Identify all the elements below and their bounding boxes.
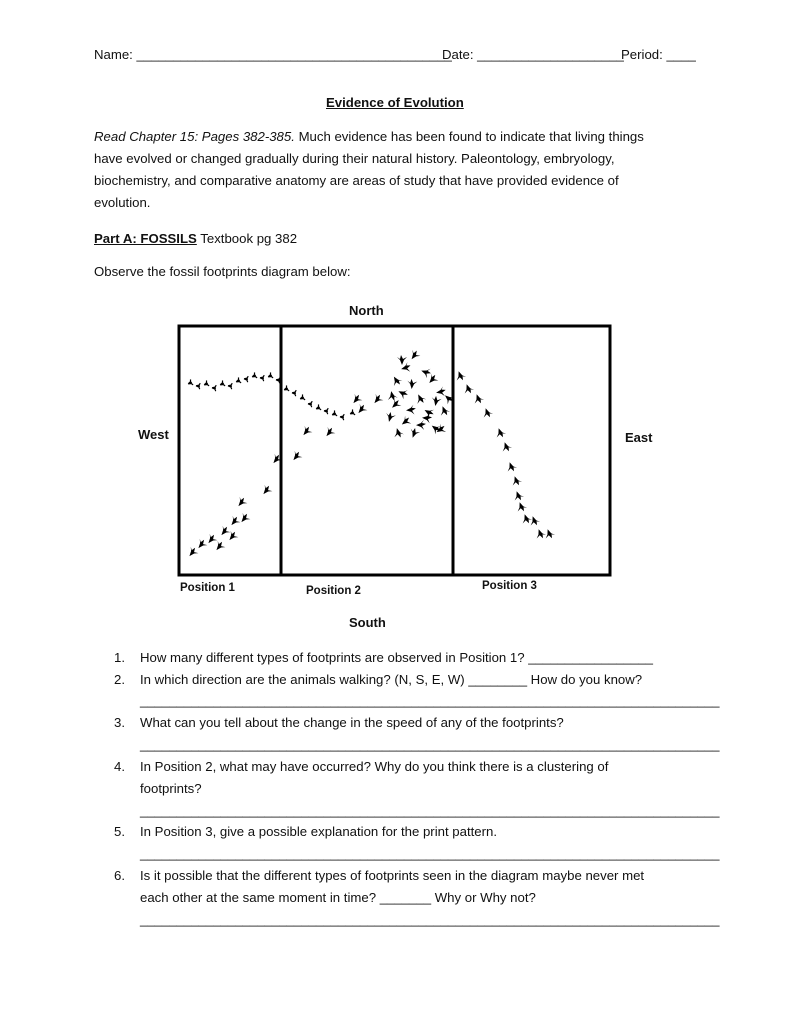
footprint-large	[416, 420, 426, 430]
label-position-2: Position 2	[306, 585, 361, 597]
footprint-large	[462, 383, 475, 396]
answer-line[interactable]: _______________________________________________________________________________	[140, 693, 720, 708]
footprint-large	[205, 532, 219, 546]
question-number: 3.	[114, 715, 125, 730]
footprint-small	[292, 390, 297, 396]
footprint-large	[515, 501, 528, 514]
footprint-large	[434, 423, 448, 437]
footprint-small	[324, 408, 329, 414]
footprint-small	[203, 380, 209, 387]
footprint-large	[238, 511, 252, 525]
question-number: 4.	[114, 759, 125, 774]
answer-line[interactable]: _______________________________________________________________________________	[140, 846, 720, 861]
footprint-large	[510, 475, 523, 488]
page-title: Evidence of Evolution	[326, 95, 464, 110]
footprint-large	[505, 461, 518, 474]
footprint-small	[276, 377, 281, 383]
intro-line-2: have evolved or changed gradually during their natural history. Paleontology, embryology,	[94, 151, 615, 166]
question-text-cont: each other at the same moment in time? _______ Why or Why not?	[140, 890, 536, 905]
footprint-large	[481, 407, 494, 420]
footprint-large	[408, 427, 421, 440]
footprint-large	[534, 528, 547, 541]
footprint-large	[422, 406, 436, 420]
footprint-large	[392, 427, 404, 439]
footprint-large	[389, 397, 403, 411]
intro-line-3: biochemistry, and comparative anatomy are areas of study that have provided evidence of	[94, 173, 619, 188]
footprint-large	[414, 392, 427, 405]
footprint-small	[219, 380, 225, 387]
footprints-layer	[186, 348, 556, 559]
label-position-3: Position 3	[482, 580, 537, 592]
question-number: 1.	[114, 650, 125, 665]
question-text: In Position 2, what may have occurred? Why do you think there is a clustering of	[140, 759, 609, 774]
part-a-heading: Part A: FOSSILS	[94, 231, 197, 246]
intro-text-1: Much evidence has been found to indicate that living things	[298, 129, 644, 144]
label-east: East	[625, 430, 653, 445]
footprint-large	[430, 395, 442, 407]
answer-line[interactable]: _______________________________________________________________________________	[140, 803, 720, 818]
question-number: 6.	[114, 868, 125, 883]
footprint-large	[543, 528, 556, 541]
footprint-small	[299, 394, 305, 401]
footprint-small	[267, 372, 273, 379]
footprint-large	[371, 392, 385, 406]
footprint-large	[397, 355, 407, 365]
reading-assignment: Read Chapter 15: Pages 382-385.	[94, 129, 295, 144]
footprint-large	[290, 449, 304, 463]
name-field-label: Name: ___________________________________________	[94, 47, 452, 62]
answer-line[interactable]: _______________________________________________________________________________	[140, 737, 720, 752]
footprint-large	[350, 392, 364, 406]
footprint-large	[407, 379, 418, 390]
label-position-1: Position 1	[180, 582, 235, 594]
footprint-large	[528, 515, 541, 528]
period-field-label: Period: ____	[621, 47, 696, 62]
footprint-large	[218, 524, 232, 538]
footprint-large	[195, 537, 209, 551]
diagram-instruction: Observe the fossil footprints diagram below:	[94, 264, 351, 279]
answer-line[interactable]: _______________________________________________________________________________	[140, 912, 720, 927]
footprint-large	[228, 514, 242, 528]
footprint-large	[429, 422, 443, 436]
label-north: North	[349, 303, 384, 318]
footprint-large	[400, 362, 412, 374]
intro-line-4: evolution.	[94, 195, 151, 210]
footprint-large	[399, 414, 413, 428]
date-field-label: Date: ____________________	[442, 47, 624, 62]
question-text: In Position 3, give a possible explanation for the print pattern.	[140, 824, 498, 839]
footprint-small	[196, 383, 201, 389]
footprint-large	[396, 387, 409, 400]
part-a-heading-line	[94, 231, 297, 246]
footprint-small	[260, 375, 265, 381]
question-text: What can you tell about the change in the speed of any of the footprints?	[140, 715, 564, 730]
footprint-small	[349, 409, 355, 416]
footprint-large	[323, 425, 337, 439]
label-south: South	[349, 615, 386, 630]
footprint-small	[212, 385, 217, 391]
footprint-large	[355, 402, 369, 416]
question-text: How many different types of footprints are observed in Position 1? _________________	[140, 650, 653, 665]
footprint-large	[386, 390, 398, 402]
footprint-large	[422, 413, 433, 424]
footprint-large	[494, 427, 507, 440]
part-a-textbook-ref: Textbook pg 382	[200, 231, 298, 246]
footprint-large	[300, 424, 314, 438]
footprint-large	[472, 393, 485, 406]
diagram-border	[179, 326, 610, 575]
footprint-large	[520, 513, 533, 526]
footprint-large	[384, 411, 396, 423]
footprint-large	[426, 372, 440, 386]
footprint-large	[435, 386, 447, 398]
footprint-large	[500, 441, 513, 454]
question-text: In which direction are the animals walking? (N, S, E, W) ________ How do you know?	[140, 672, 643, 687]
footprint-small	[244, 376, 249, 382]
footprint-small	[331, 410, 337, 417]
footprint-small	[235, 377, 241, 384]
footprint-small	[283, 385, 289, 392]
footprint-small	[228, 383, 233, 389]
question-number: 2.	[114, 672, 125, 687]
footprint-small	[315, 404, 321, 411]
footprint-small	[187, 379, 193, 386]
footprint-large	[512, 490, 525, 503]
footprint-small	[340, 414, 345, 420]
question-text: Is it possible that the different types of footprints seen in the diagram maybe never met	[140, 868, 645, 883]
footprint-large	[442, 392, 456, 406]
intro-line-1	[94, 129, 644, 144]
footprint-small	[251, 372, 257, 379]
footprint-small	[308, 401, 313, 407]
footprint-large	[408, 348, 422, 362]
diagram-frame	[179, 326, 610, 575]
footprint-large	[419, 366, 432, 379]
question-number: 5.	[114, 824, 125, 839]
footprint-large	[213, 539, 227, 553]
footprint-large	[405, 404, 416, 415]
footprint-large	[438, 404, 451, 417]
question-text-cont: footprints?	[140, 781, 202, 796]
footprint-large	[390, 374, 404, 388]
label-west: West	[138, 427, 169, 442]
footprint-large	[186, 545, 200, 559]
footprint-large	[454, 370, 467, 383]
footprint-large	[260, 483, 274, 497]
footprint-large	[226, 529, 240, 543]
footprint-large	[270, 452, 284, 466]
footprint-large	[235, 495, 249, 509]
